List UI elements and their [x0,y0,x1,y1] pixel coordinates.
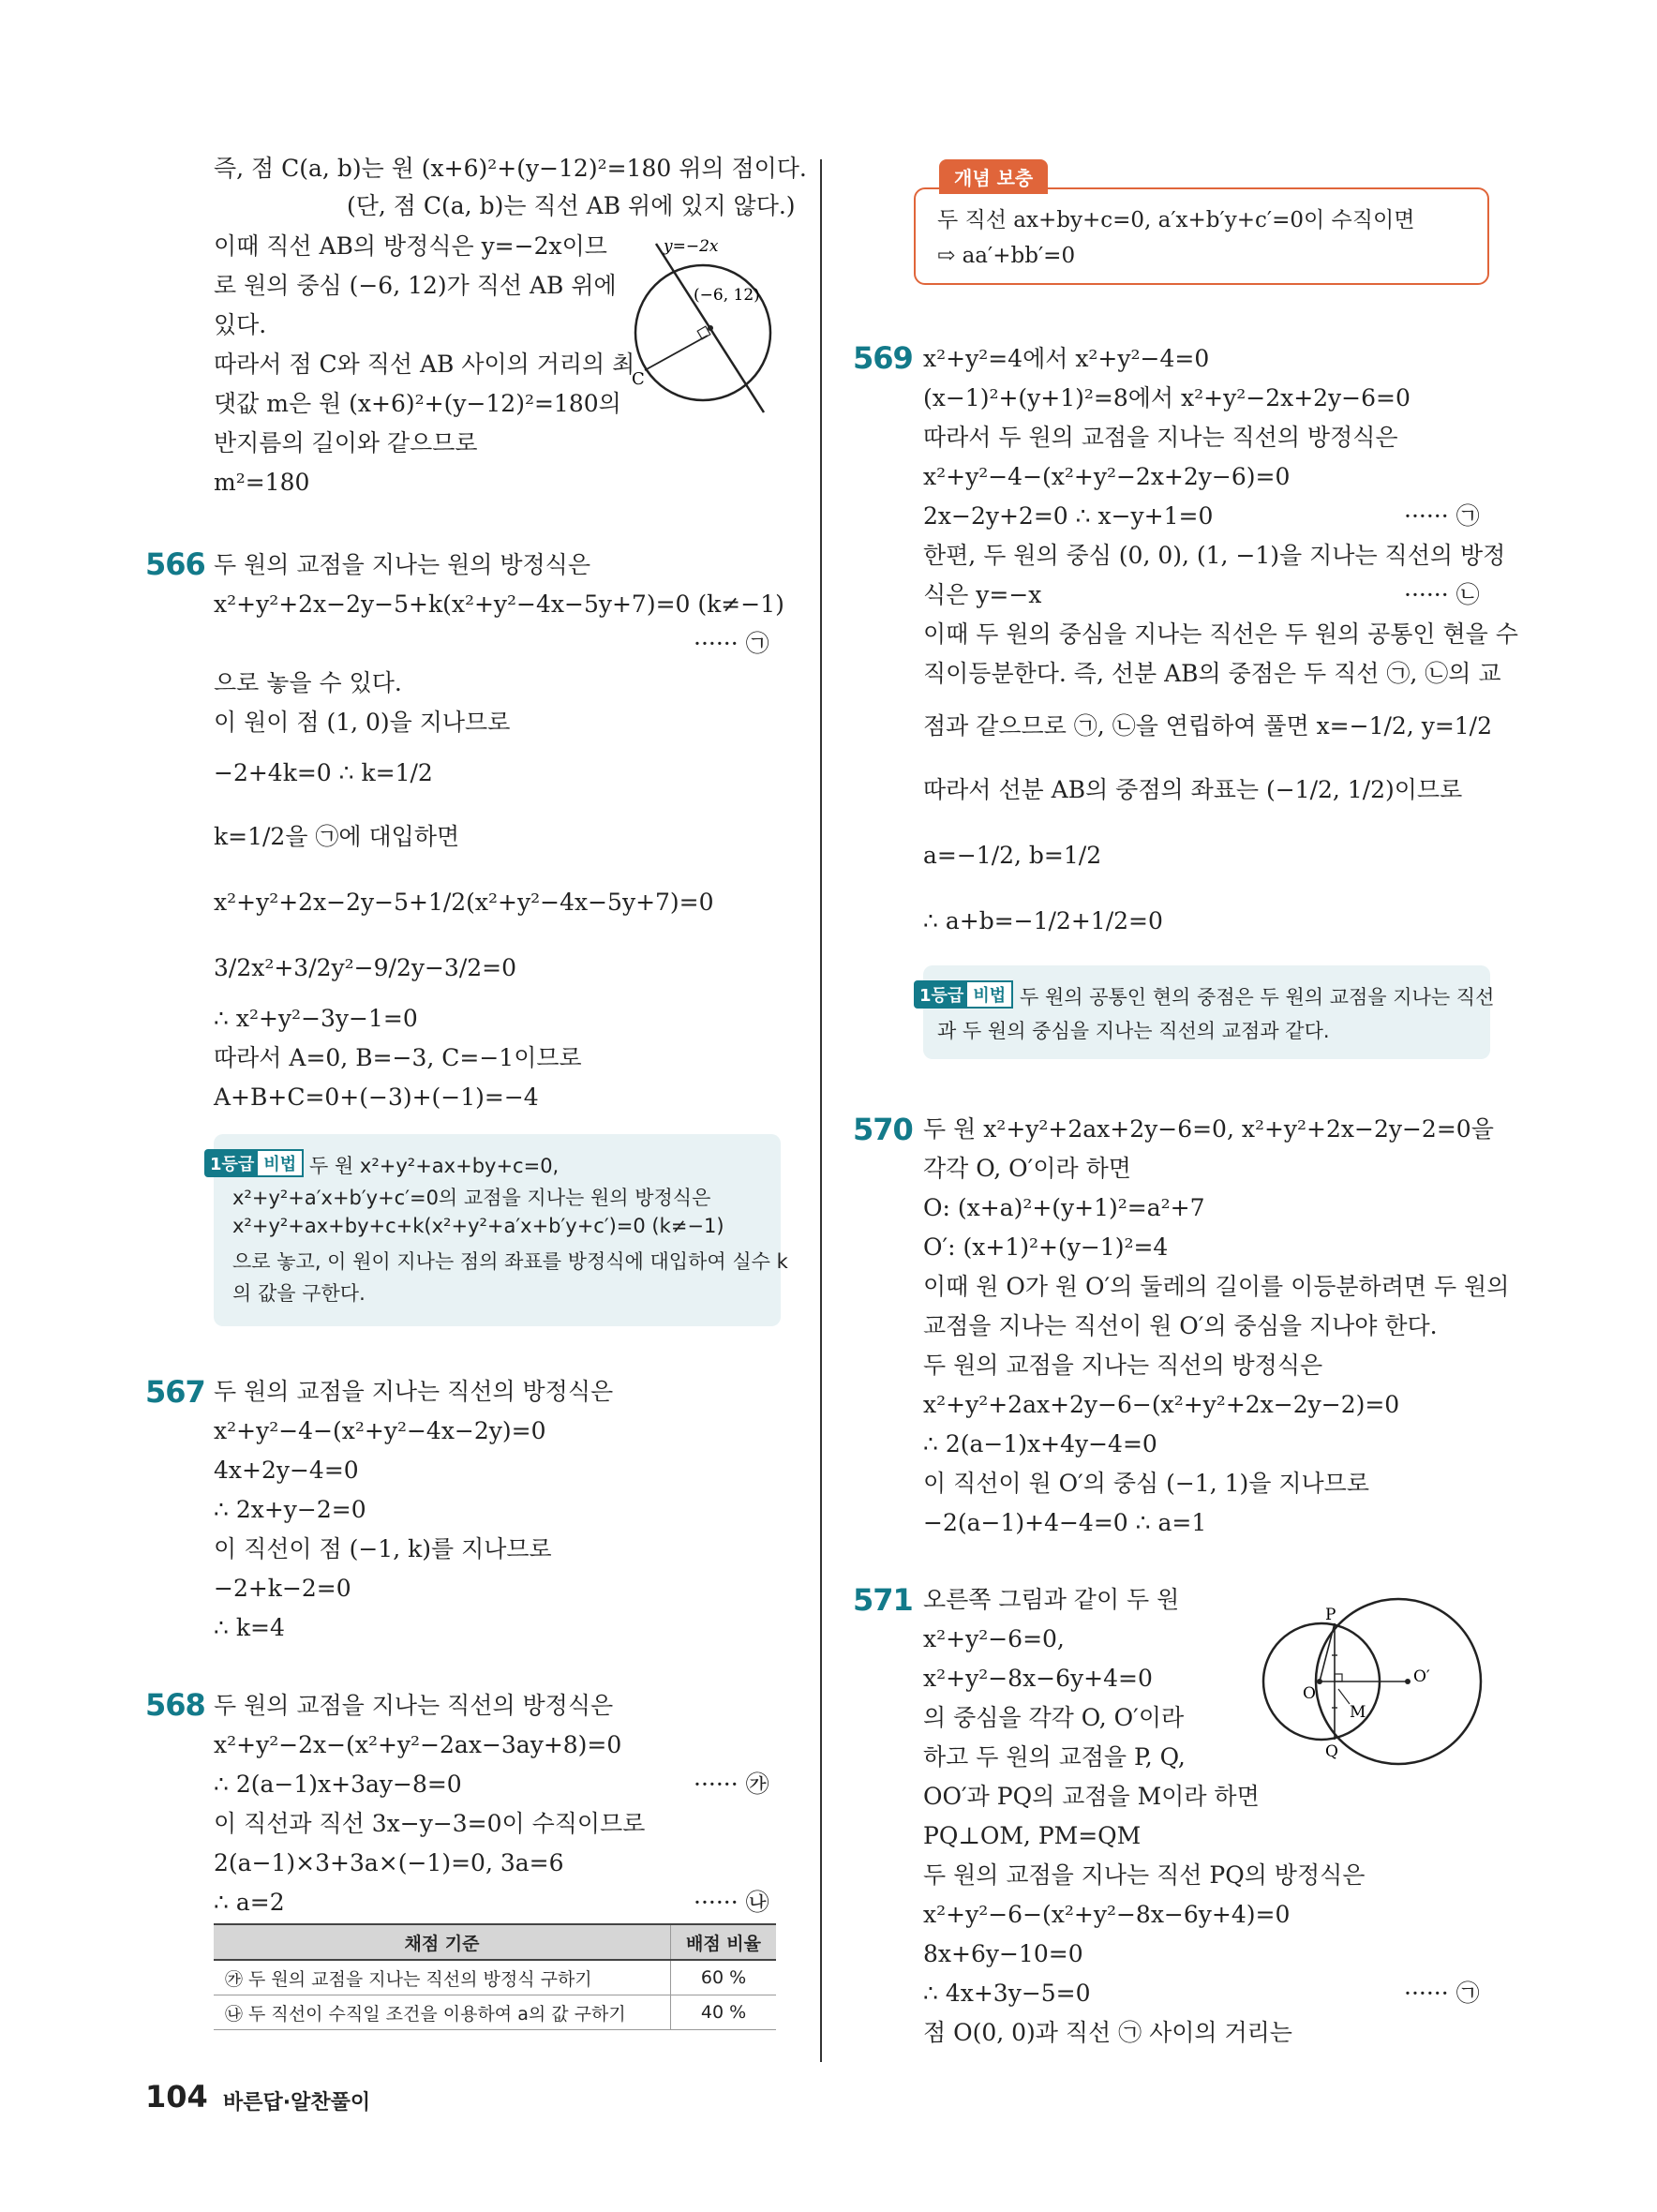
tip-566-line-4: 으로 놓고, 이 원이 지나는 점의 좌표를 방정식에 대입하여 실수 k [232,1250,788,1273]
p570-line-9: ∴ 2(a−1)x+4y−4=0 [923,1430,1157,1457]
p569-line-3: 따라서 두 원의 교점을 지나는 직선의 방정식은 [923,424,1398,451]
concept-line-2: ⇨ aa′+bb′=0 [937,244,1076,268]
p566-line-3: 으로 놓을 수 있다. [214,669,402,696]
p567-line-2: x²+y²−4−(x²+y²−4x−2y)=0 [214,1417,546,1444]
intro-line-2: (단, 점 C(a, b)는 직선 AB 위에 있지 않다.) [347,192,796,219]
p568-line-5: 2(a−1)×3+3a×(−1)=0, 3a=6 [214,1849,564,1876]
p569-line-1: x²+y²=4에서 x²+y²−4=0 [923,345,1210,372]
problem-number-571: 571 [853,1582,913,1618]
scoring-criteria-1: ㉮ 두 원의 교점을 지나는 직선의 방정식 구하기 [214,1960,671,1995]
concept-line-1: 두 직선 ax+by+c=0, a′x+b′y+c′=0이 수직이면 [937,208,1415,232]
p571-line-12: 점 O(0, 0)과 직선 ㉠ 사이의 거리는 [923,2019,1292,2046]
p568-line-3: ∴ 2(a−1)x+3ay−8=0 [214,1771,462,1798]
fig1-center-label: (−6, 12) [694,286,760,305]
column-divider [820,159,822,2062]
problem-number-570: 570 [853,1112,913,1147]
p569-mark-1: ······ ㉠ [1404,502,1480,530]
circle-figure-2 [1237,1584,1490,1771]
p567-line-1: 두 원의 교점을 지나는 직선의 방정식은 [214,1378,614,1405]
p566-line-11: A+B+C=0+(−3)+(−1)=−4 [214,1084,539,1111]
scoring-header-ratio: 배점 비율 [671,1924,777,1960]
p571-line-11: ∴ 4x+3y−5=0 [923,1980,1091,2007]
table-row [214,1960,776,1995]
p570-line-6: 교점을 지나는 직선이 원 O′의 중심을 지나야 한다. [923,1312,1438,1339]
p567-line-7: ∴ k=4 [214,1614,285,1641]
p569-line-7: 식은 y=−x [923,581,1042,608]
scoring-ratio-1: 60 % [671,1960,777,1995]
p568-line-6: ∴ a=2 [214,1889,285,1916]
page-number: 104 [145,2079,208,2115]
p568-line-2: x²+y²−2x−(x²+y²−2ax−3ay+8)=0 [214,1731,622,1758]
scoring-ratio-2: 40 % [671,1995,777,2030]
p566-line-7: x²+y²+2x−2y−5+1/2(x²+y²−4x−5y+7)=0 [214,889,714,916]
p571-line-5: 하고 두 원의 교점을 P, Q, [923,1743,1186,1771]
p566-line-9: ∴ x²+y²−3y−1=0 [214,1005,418,1032]
scoring-table-header [214,1924,776,1960]
p566-line-5: −2+4k=0 ∴ k=1/2 [214,759,433,786]
p568-line-4: 이 직선과 직선 3x−y−3=0이 수직이므로 [214,1810,646,1837]
tip-566-line-3: x²+y²+ax+by+c+k(x²+y²+a′x+b′y+c′)=0 (k≠−1) [232,1215,724,1237]
p570-line-7: 두 원의 교점을 지나는 직선의 방정식은 [923,1352,1323,1379]
p570-line-5: 이때 원 O가 원 O′의 둘레의 길이를 이등분하려면 두 원의 [923,1273,1510,1300]
p570-line-2: 각각 O, O′이라 하면 [923,1155,1131,1182]
p566-line-4: 이 원이 점 (1, 0)을 지나므로 [214,709,511,736]
tip-569-line-2: 과 두 원의 중심을 지나는 직선의 교점과 같다. [937,1020,1330,1042]
tip-badge-569: 1등급 비법 [914,980,1013,1009]
tip-box-569 [923,965,1490,1059]
p570-line-11: −2(a−1)+4−4=0 ∴ a=1 [923,1509,1207,1536]
intro-line-8: 반지름의 길이와 같으므로 [214,429,478,456]
p567-line-6: −2+k−2=0 [214,1575,351,1602]
p567-line-5: 이 직선이 점 (−1, k)를 지나므로 [214,1535,552,1562]
problem-number-567: 567 [145,1374,205,1410]
concept-box [914,187,1489,285]
p570-line-1: 두 원 x²+y²+2ax+2y−6=0, x²+y²+2x−2y−2=0을 [923,1115,1494,1143]
p569-line-5: 2x−2y+2=0 ∴ x−y+1=0 [923,502,1214,530]
p569-line-9: 직이등분한다. 즉, 선분 AB의 중점은 두 직선 ㉠, ㉡의 교 [923,660,1501,687]
concept-tab: 개념 보충 [939,159,1048,194]
p566-mark: ······ ㉠ [694,630,769,657]
table-row [214,1995,776,2030]
p569-line-13: ∴ a+b=−1/2+1/2=0 [923,907,1163,934]
intro-line-6: 따라서 점 C와 직선 AB 사이의 거리의 최 [214,351,635,378]
p566-line-6: k=1/2을 ㉠에 대입하면 [214,823,460,850]
p571-mark: ······ ㉠ [1404,1980,1480,2007]
p571-line-1: 오른쪽 그림과 같이 두 원 [923,1586,1180,1613]
p570-line-8: x²+y²+2ax+2y−6−(x²+y²+2x−2y−2)=0 [923,1391,1400,1418]
problem-number-568: 568 [145,1687,205,1723]
circle-figure-1 [628,234,792,422]
fig1-point-label: C [632,369,645,389]
scoring-criteria-2: ㉯ 두 직선이 수직일 조건을 이용하여 a의 값 구하기 [214,1995,671,2030]
p568-line-1: 두 원의 교점을 지나는 직선의 방정식은 [214,1692,614,1719]
p567-line-3: 4x+2y−4=0 [214,1457,359,1484]
intro-line-3: 이때 직선 AB의 방정식은 y=−2x이므 [214,232,607,260]
intro-line-4: 로 원의 중심 (−6, 12)가 직선 AB 위에 [214,272,617,299]
problem-number-569: 569 [853,340,913,376]
fig2-O2: O′ [1413,1667,1430,1686]
p571-line-4: 의 중심을 각각 O, O′이라 [923,1704,1185,1731]
p569-line-10: 점과 같으므로 ㉠, ㉡을 연립하여 풀면 x=−1/2, y=1/2 [923,712,1493,740]
p570-line-10: 이 직선이 원 O′의 중심 (−1, 1)을 지나므로 [923,1470,1369,1497]
intro-line-5: 있다. [214,311,267,338]
fig2-M: M [1350,1703,1366,1722]
intro-line-1: 즉, 점 C(a, b)는 원 (x+6)²+(y−12)²=180 위의 점이다. [214,155,807,182]
p569-mark-2: ······ ㉡ [1404,581,1480,608]
p568-mark-1: ······ ㉮ [694,1771,769,1798]
tip-566-line-2: x²+y²+a′x+b′y+c′=0의 교점을 지나는 원의 방정식은 [232,1187,711,1209]
footer-label: 바른답·알찬풀이 [223,2091,371,2115]
p571-line-3: x²+y²−8x−6y+4=0 [923,1665,1153,1692]
p566-line-8: 3/2x²+3/2y²−9/2y−3/2=0 [214,954,517,981]
p571-line-6: OO′과 PQ의 교점을 M이라 하면 [923,1783,1260,1810]
p571-line-7: PQ⊥OM, PM=QM [923,1822,1142,1849]
tip-566-line-1: 두 원 x²+y²+ax+by+c=0, [309,1155,560,1177]
tip-badge-566: 1등급 비법 [204,1149,304,1177]
p569-line-8: 이때 두 원의 중심을 지나는 직선은 두 원의 공통인 현을 수 [923,620,1518,648]
scoring-header-criteria: 채점 기준 [214,1924,671,1960]
p571-line-8: 두 원의 교점을 지나는 직선 PQ의 방정식은 [923,1861,1366,1889]
p566-line-1: 두 원의 교점을 지나는 원의 방정식은 [214,551,590,578]
problem-number-566: 566 [145,546,205,582]
p569-line-4: x²+y²−4−(x²+y²−2x+2y−6)=0 [923,463,1291,490]
p571-line-9: x²+y²−6−(x²+y²−8x−6y+4)=0 [923,1901,1291,1928]
intro-line-9: m²=180 [214,469,310,496]
p569-line-2: (x−1)²+(y+1)²=8에서 x²+y²−2x+2y−6=0 [923,384,1411,411]
p571-line-2: x²+y²−6=0, [923,1625,1065,1652]
p568-mark-2: ······ ㉯ [694,1889,769,1916]
p570-line-4: O′: (x+1)²+(y−1)²=4 [923,1233,1169,1261]
p569-line-11: 따라서 선분 AB의 중점의 좌표는 (−1/2, 1/2)이므로 [923,776,1463,803]
fig2-Q: Q [1325,1742,1338,1761]
p570-line-3: O: (x+a)²+(y+1)²=a²+7 [923,1194,1205,1221]
p566-line-10: 따라서 A=0, B=−3, C=−1이므로 [214,1044,582,1071]
fig2-P: P [1325,1606,1336,1624]
fig1-line-label: y=−2x [664,237,719,256]
p567-line-4: ∴ 2x+y−2=0 [214,1496,366,1523]
p569-line-6: 한편, 두 원의 중심 (0, 0), (1, −1)을 지나는 직선의 방정 [923,542,1506,569]
tip-569-line-1: 두 원의 공통인 현의 중점은 두 원의 교점을 지나는 직선 [1020,986,1495,1009]
tip-566-line-5: 의 값을 구한다. [232,1282,366,1305]
scoring-table [214,1923,776,2030]
p566-line-2: x²+y²+2x−2y−5+k(x²+y²−4x−5y+7)=0 (k≠−1) [214,590,784,618]
p571-line-10: 8x+6y−10=0 [923,1940,1083,1967]
p569-line-12: a=−1/2, b=1/2 [923,842,1102,869]
fig2-O: O [1303,1684,1316,1703]
intro-line-7: 댓값 m은 원 (x+6)²+(y−12)²=180의 [214,390,621,417]
